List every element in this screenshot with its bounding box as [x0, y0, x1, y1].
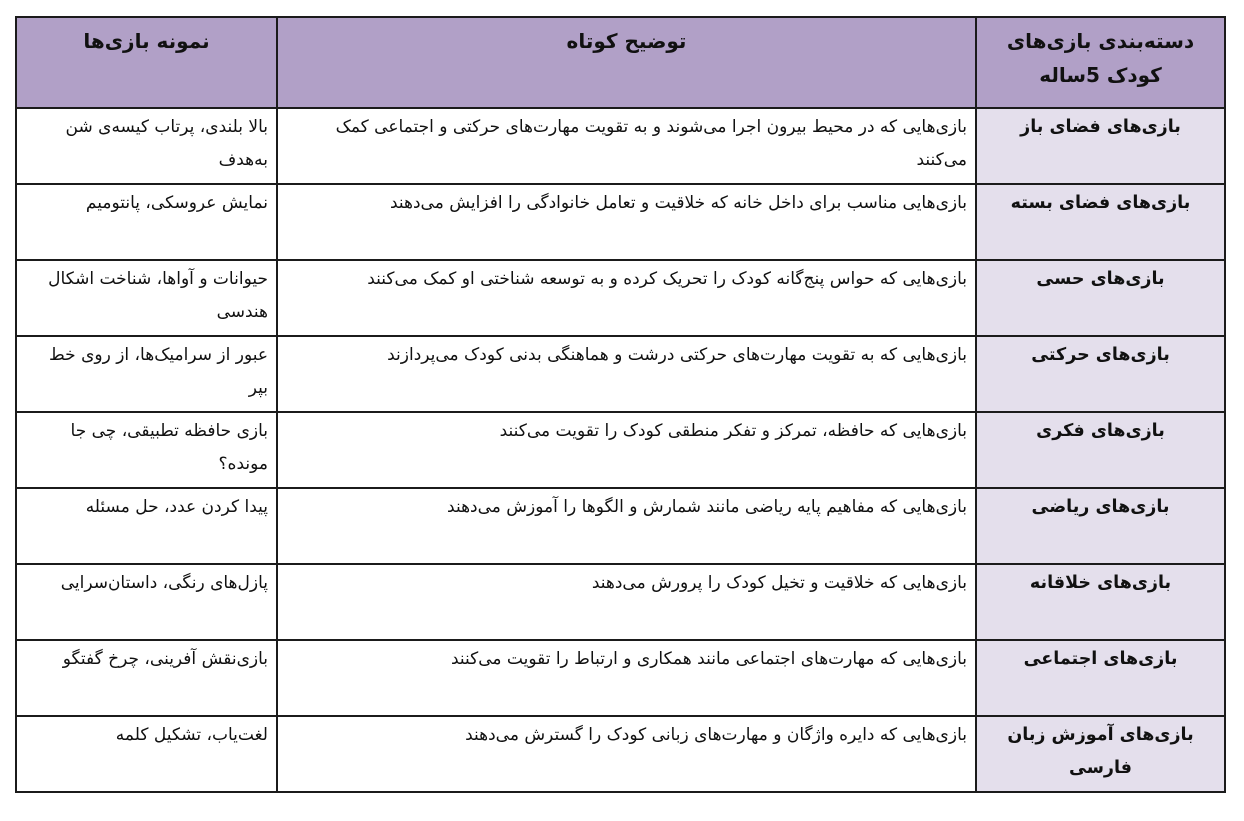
row-description: بازی‌هایی که حافظه، تمرکز و تفکر منطقی کودک را تقویت می‌کنند: [277, 412, 976, 488]
row-category: بازی‌های ریاضی: [976, 488, 1225, 564]
games-table: [15, 16, 1226, 793]
header-description: توضیح کوتاه: [277, 17, 976, 108]
row-category: بازی‌های اجتماعی: [976, 640, 1225, 716]
row-examples: عبور از سرامیک‌ها، از روی خط بپر: [16, 336, 277, 412]
row-category: بازی‌های حرکتی: [976, 336, 1225, 412]
row-description: بازی‌هایی که مفاهیم پایه ریاضی مانند شمارش و الگوها را آموزش می‌دهند: [277, 488, 976, 564]
row-examples: حیوانات و آواها، شناخت اشکال هندسی: [16, 260, 277, 336]
row-description: بازی‌هایی که دایره واژگان و مهارت‌های زبانی کودک را گسترش می‌دهند: [277, 716, 976, 792]
row-category: بازی‌های فضای باز: [976, 108, 1225, 184]
table-row: [16, 564, 1225, 640]
table-row: [16, 108, 1225, 184]
row-description: بازی‌هایی مناسب برای داخل خانه که خلاقیت و تعامل خانوادگی را افزایش می‌دهند: [277, 184, 976, 260]
row-description: بازی‌هایی که خلاقیت و تخیل کودک را پرورش می‌دهند: [277, 564, 976, 640]
row-examples: پازل‌های رنگی، داستان‌سرایی: [16, 564, 277, 640]
table-row: [16, 184, 1225, 260]
row-category: بازی‌های آموزش زبان فارسی: [976, 716, 1225, 792]
table-row: [16, 640, 1225, 716]
header-examples: نمونه بازی‌ها: [16, 17, 277, 108]
table-row: [16, 488, 1225, 564]
row-description: بازی‌هایی که حواس پنج‌گانه کودک را تحریک کرده و به توسعه شناختی او کمک می‌کنند: [277, 260, 976, 336]
row-description: بازی‌هایی که در محیط بیرون اجرا می‌شوند و به تقویت مهارت‌های حرکتی و اجتماعی کمک می‌کنند: [277, 108, 976, 184]
row-description: بازی‌هایی که به تقویت مهارت‌های حرکتی درشت و هماهنگی بدنی کودک می‌پردازند: [277, 336, 976, 412]
row-examples: نمایش عروسکی، پانتومیم: [16, 184, 277, 260]
table-row: [16, 336, 1225, 412]
row-category: بازی‌های فکری: [976, 412, 1225, 488]
document-page: [15, 16, 1224, 793]
row-category: بازی‌های فضای بسته: [976, 184, 1225, 260]
header-category: دسته‌بندی بازی‌های کودک 5ساله: [976, 17, 1225, 108]
table-row: [16, 260, 1225, 336]
row-description: بازی‌هایی که مهارت‌های اجتماعی مانند همکاری و ارتباط را تقویت می‌کنند: [277, 640, 976, 716]
table-row: [16, 716, 1225, 792]
row-examples: لغت‌یاب، تشکیل کلمه: [16, 716, 277, 792]
row-examples: بالا بلندی، پرتاب کیسه‌ی شن به‌هدف: [16, 108, 277, 184]
row-examples: پیدا کردن عدد، حل مسئله: [16, 488, 277, 564]
table-row: [16, 412, 1225, 488]
row-category: بازی‌های خلاقانه: [976, 564, 1225, 640]
row-examples: بازی‌نقش آفرینی، چرخ گفتگو: [16, 640, 277, 716]
table-header-row: [16, 17, 1225, 108]
row-examples: بازی حافظه تطبیقی، چی جا مونده؟: [16, 412, 277, 488]
row-category: بازی‌های حسی: [976, 260, 1225, 336]
